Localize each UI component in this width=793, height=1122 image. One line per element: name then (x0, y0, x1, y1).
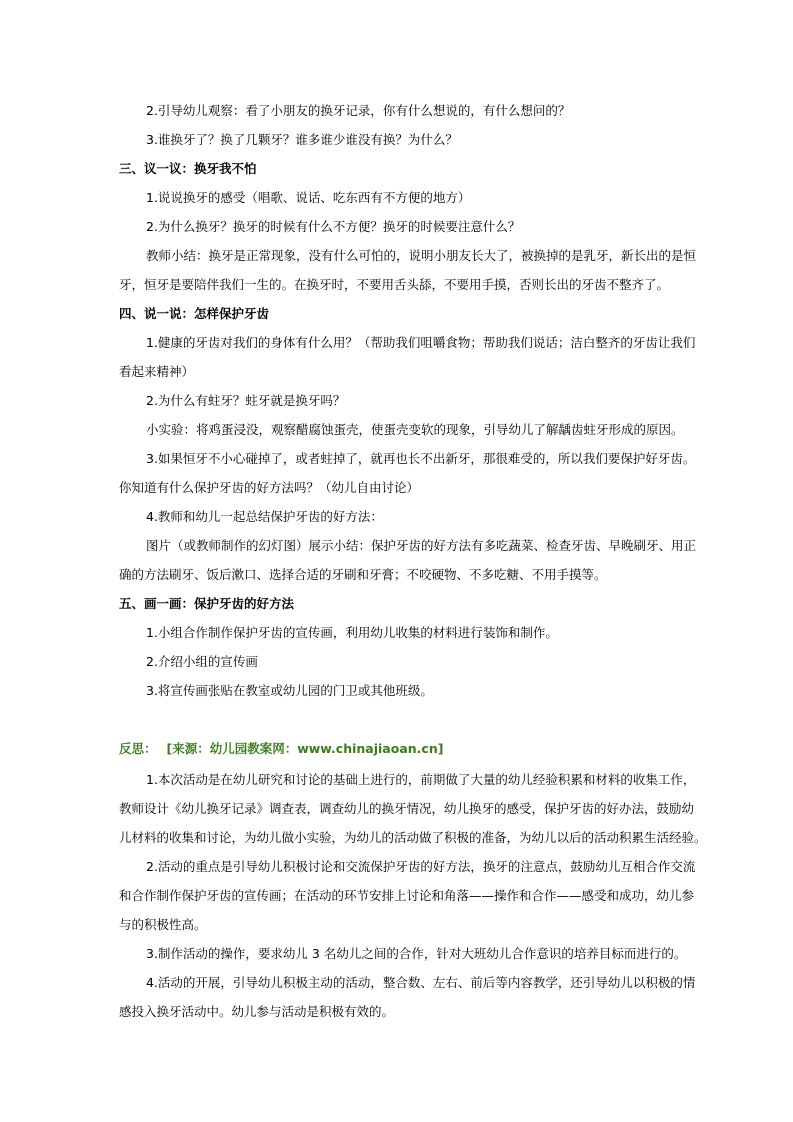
paragraph-line: 3.谁换牙了？换了几颗牙？谁多谁少谁没有换？为什么？ (146, 132, 458, 147)
paragraph-line: 教师小结：换牙是正常现象，没有什么可怕的，说明小朋友长大了，被换掉的是乳牙，新长出的是恒 (146, 248, 697, 263)
paragraph-line: 你知道有什么保护牙齿的好方法吗？（幼儿自由讨论） (119, 480, 420, 495)
paragraph-line: 4.活动的开展，引导幼儿积极主动的活动，整合数、左右、前后等内容教学，还引导幼儿以积极的情 (146, 975, 696, 990)
paragraph-line: 3.将宣传画张贴在教室或幼儿园的门卫或其他班级。 (146, 683, 433, 698)
paragraph-line: 看起来精神） (119, 364, 195, 379)
paragraph-line: 确的方法刷牙、饭后漱口、选择合适的牙刷和牙膏；不咬硬物、不多吃糖、不用手摸等。 (119, 567, 607, 582)
paragraph-line: 2.为什么有蛀牙？蛀牙就是换牙吗？ (146, 393, 346, 408)
paragraph-line: 儿材料的收集和讨论，为幼儿做小实验，为幼儿的活动做了积极的准备，为幼儿以后的活动积累生活经验。 (119, 830, 707, 845)
reflection-label: 反思： (119, 741, 157, 756)
paragraph-line: 3.如果恒牙不小心碰掉了，或者蛀掉了，就再也长不出新牙，那很难受的，所以我们要保护好牙齿。 (146, 451, 696, 466)
paragraph-line: 1.说说换牙的感受（唱歌、说话、吃东西有不方便的地方） (146, 190, 471, 205)
paragraph-line: 图片（或教师制作的幻灯图）展示小结：保护牙齿的好方法有多吃蔬菜、检查牙齿、早晚刷牙、用正 (146, 538, 697, 553)
paragraph-line: 2.介绍小组的宣传画 (146, 654, 258, 669)
paragraph-line: 和合作制作保护牙齿的宣传画；在活动的环节安排上讨论和角落——操作和合作——感受和成功，幼儿参 (119, 888, 695, 903)
paragraph-line: 4.教师和幼儿一起总结保护牙齿的好方法： (146, 509, 383, 524)
section-heading: 五、画一画：保护牙齿的好方法 (119, 596, 295, 611)
paragraph-line: 2.引导幼儿观察：看了小朋友的换牙记录，你有什么想说的，有什么想问的？ (146, 103, 571, 118)
paragraph-line: 1.小组合作制作保护牙齿的宣传画，利用幼儿收集的材料进行装饰和制作。 (146, 625, 558, 640)
paragraph-line: 教师设计《幼儿换牙记录》调查表，调查幼儿的换牙情况，幼儿换牙的感受，保护牙齿的好办法，鼓励幼 (119, 801, 695, 816)
paragraph-line: 感投入换牙活动中。幼儿参与活动是积极有效的。 (119, 1004, 395, 1019)
paragraph-line: 2.为什么换牙？换牙的时候有什么不方便？换牙的时候要注意什么？ (146, 219, 521, 234)
paragraph-line: 1.健康的牙齿对我们的身体有什么用？（帮助我们咀嚼食物；帮助我们说话；洁白整齐的牙齿让我们 (146, 335, 696, 350)
section-heading: 三、议一议：换牙我不怕 (119, 161, 257, 176)
reflection-heading (119, 740, 443, 758)
paragraph-line: 3.制作活动的操作，要求幼儿 3 名幼儿之间的合作，针对大班幼儿合作意识的培养目标而进行的。 (146, 946, 687, 961)
paragraph-line: 与的积极性高。 (119, 917, 207, 932)
paragraph-line: 牙，恒牙是要陪伴我们一生的。在换牙时，不要用舌头舔，不要用手摸，否则长出的牙齿不整齐了。 (119, 277, 670, 292)
paragraph-line: 小实验：将鸡蛋浸没，观察醋腐蚀蛋壳，使蛋壳变软的现象，引导幼儿了解龋齿蛀牙形成的原因。 (146, 422, 684, 437)
source-link[interactable]: [来源：幼儿园教案网：www.chinajiaoan.cn] (166, 741, 444, 756)
section-heading: 四、说一说：怎样保护牙齿 (119, 306, 270, 321)
paragraph-line: 1.本次活动是在幼儿研究和讨论的基础上进行的，前期做了大量的幼儿经验积累和材料的收集工作， (146, 772, 696, 787)
paragraph-line: 2.活动的重点是引导幼儿积极讨论和交流保护牙齿的好方法，换牙的注意点，鼓励幼儿互相合作交流 (146, 859, 696, 874)
